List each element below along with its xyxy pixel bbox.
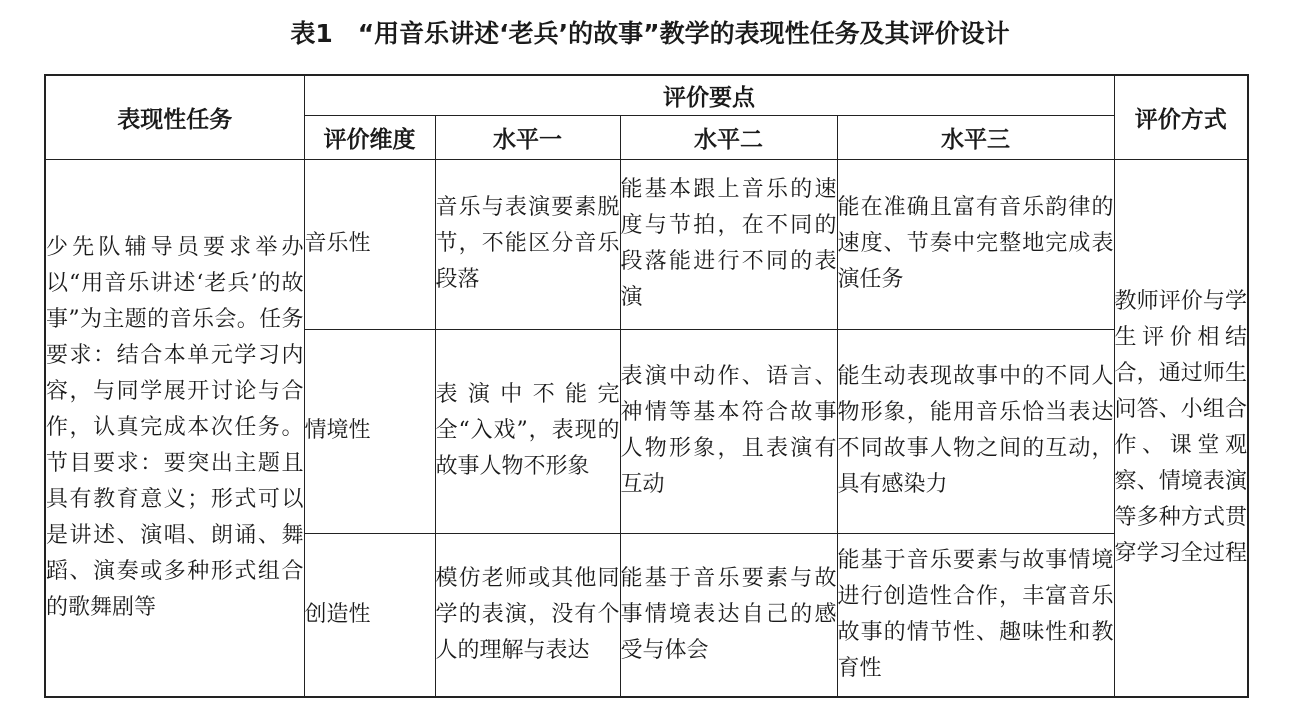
table-row <box>45 159 1248 329</box>
header-level2: 水平二 <box>620 115 837 159</box>
dimension-cell: 情境性 <box>304 329 435 533</box>
level1-cell: 模仿老师或其他同学的表演，没有个人的理解与表达 <box>435 533 620 697</box>
task-description: 少先队辅导员要求举办以“用音乐讲述‘老兵’的故事”为主题的音乐会。任务要求：结合本单元学习内容，与同学展开讨论与合作，认真完成本次任务。节目要求：要突出主题且具有教育意义；形式可以是讲述、演唱、朗诵、舞蹈、演奏或多种形式组合的歌舞剧等 <box>45 159 304 697</box>
level3-cell: 能基于音乐要素与故事情境进行创造性合作，丰富音乐故事的情节性、趣味性和教育性 <box>837 533 1114 697</box>
dimension-cell: 音乐性 <box>304 159 435 329</box>
header-method: 评价方式 <box>1114 75 1248 159</box>
level2-cell: 能基本跟上音乐的速度与节拍，在不同的段落能进行不同的表演 <box>620 159 837 329</box>
evaluation-table <box>44 74 1249 698</box>
level3-cell: 能生动表现故事中的不同人物形象，能用音乐恰当表达不同故事人物之间的互动，具有感染力 <box>837 329 1114 533</box>
header-level1: 水平一 <box>435 115 620 159</box>
dimension-cell: 创造性 <box>304 533 435 697</box>
level2-cell: 能基于音乐要素与故事情境表达自己的感受与体会 <box>620 533 837 697</box>
header-task: 表现性任务 <box>45 75 304 159</box>
level3-cell: 能在准确且富有音乐韵律的速度、节奏中完整地完成表演任务 <box>837 159 1114 329</box>
header-dimension: 评价维度 <box>304 115 435 159</box>
level2-cell: 表演中动作、语言、神情等基本符合故事人物形象，且表演有互动 <box>620 329 837 533</box>
level1-cell: 音乐与表演要素脱节，不能区分音乐段落 <box>435 159 620 329</box>
header-points: 评价要点 <box>304 75 1114 115</box>
evaluation-method: 教师评价与学生评价相结合，通过师生问答、小组合作、课堂观察、情境表演等多种方式贯穿学习全过程 <box>1114 159 1248 697</box>
table-caption: 表1 “用音乐讲述‘老兵’的故事”教学的表现性任务及其评价设计 <box>290 19 1010 48</box>
level1-cell: 表演中不能完全“入戏”，表现的故事人物不形象 <box>435 329 620 533</box>
header-level3: 水平三 <box>837 115 1114 159</box>
